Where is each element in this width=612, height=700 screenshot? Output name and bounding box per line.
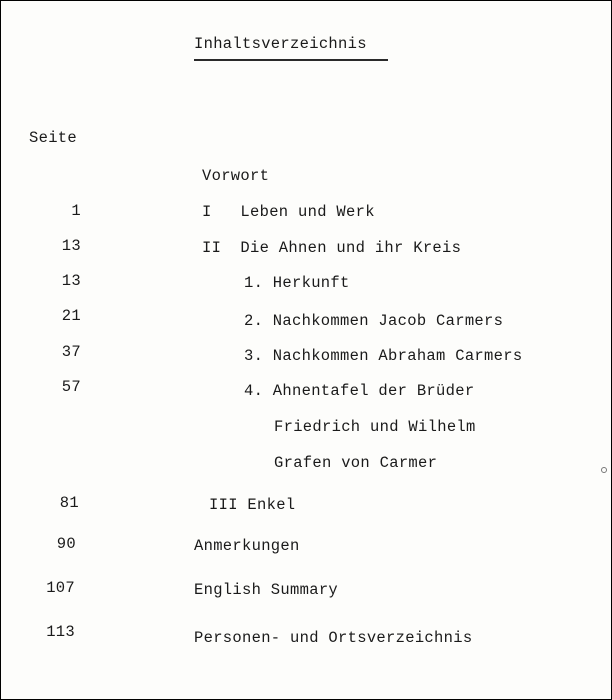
toc-entry-page: 57 (61, 378, 81, 396)
toc-entry-page: 81 (59, 494, 79, 512)
toc-entry-label: 3. Nachkommen Abraham Carmers (244, 347, 523, 365)
toc-entry-label: Friedrich und Wilhelm (274, 418, 476, 436)
punch-hole-mark (601, 467, 607, 473)
toc-entry-page: 113 (46, 623, 75, 641)
toc-entry-label: 1. Herkunft (244, 274, 350, 292)
toc-entry-page: 13 (61, 272, 81, 290)
title-underline (194, 59, 388, 61)
toc-entry-label: I Leben und Werk (202, 203, 375, 221)
toc-entry-page: 107 (46, 579, 75, 597)
toc-entry-label: English Summary (194, 581, 339, 599)
toc-entry-page: 37 (61, 343, 81, 361)
toc-entry-page: 90 (56, 535, 76, 553)
toc-entry-label: 2. Nachkommen Jacob Carmers (244, 312, 504, 330)
toc-entry-label: Anmerkungen (194, 537, 300, 555)
toc-entry-label: Grafen von Carmer (274, 454, 438, 472)
page-column-label: Seite (29, 129, 78, 147)
toc-entry-label: Personen- und Ortsverzeichnis (194, 629, 473, 647)
document-title: Inhaltsverzeichnis (194, 35, 367, 53)
toc-entry-label: 4. Ahnentafel der Brüder (244, 382, 475, 400)
toc-entry-label: II Die Ahnen und ihr Kreis (202, 239, 462, 257)
toc-entry-page: 13 (61, 237, 81, 255)
toc-entry-page: 1 (71, 202, 81, 220)
toc-entry-label: Vorwort (202, 167, 270, 185)
toc-entry-page: 21 (61, 307, 81, 325)
toc-entry-label: III Enkel (209, 496, 296, 514)
